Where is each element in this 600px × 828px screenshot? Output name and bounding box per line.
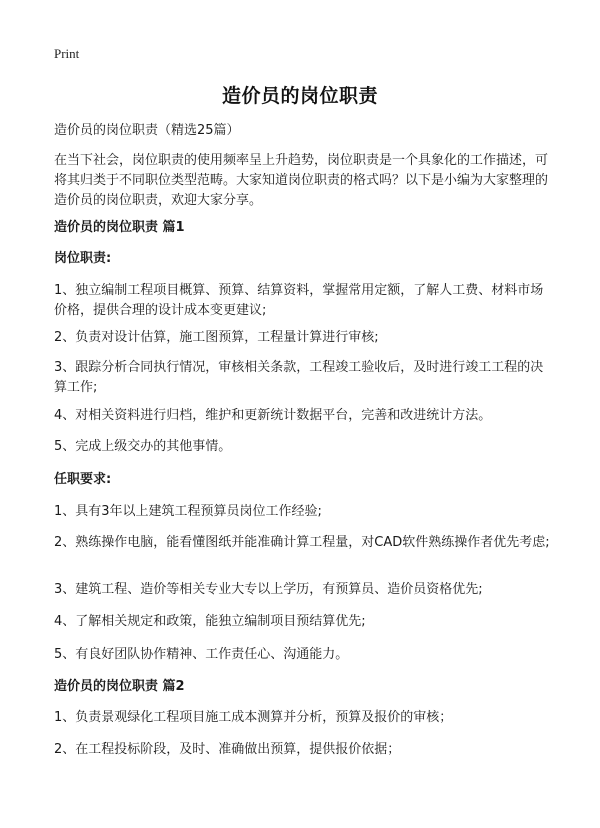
duty-item: 2、负责对设计估算，施工图预算，工程量计算进行审核; <box>54 330 379 345</box>
print-link[interactable]: Print <box>54 46 80 61</box>
section1-heading: 造价员的岗位职责 篇1 <box>54 220 185 235</box>
section2-item: 2、在工程投标阶段，及时、准确做出预算，提供报价依据； <box>54 742 401 757</box>
duty-item: 3、跟踪分析合同执行情况，审核相关条款，工程竣工验收后，及时进行竣工工程的决算工作; <box>54 360 544 395</box>
duty-item: 4、对相关资料进行归档，维护和更新统计数据平台，完善和改进统计方法。 <box>54 408 492 423</box>
requirement-item: 1、具有3年以上建筑工程预算员岗位工作经验; <box>54 504 322 519</box>
duties-heading: 岗位职责: <box>54 251 112 266</box>
duty-item: 5、完成上级交办的其他事情。 <box>54 439 232 454</box>
intro-paragraph: 在当下社会，岗位职责的使用频率呈上升趋势，岗位职责是一个具象化的工作描述，可将其归类于不同职位类型范畴。大家知道岗位职责的格式吗？以下是小编为大家整理的造价员的岗位职责，欢迎大家分享。 <box>54 153 549 208</box>
requirement-item: 4、了解相关规定和政策，能独立编制项目预结算优先; <box>54 614 366 629</box>
subtitle: 造价员的岗位职责（精选25篇） <box>54 123 240 138</box>
duty-item: 1、独立编制工程项目概算、预算、结算资料，掌握常用定额，了解人工费、材料市场价格，提供合理的设计成本变更建议; <box>54 283 544 318</box>
section2-item: 1、负责景观绿化工程项目施工成本测算并分析，预算及报价的审核； <box>54 710 453 725</box>
requirement-item: 3、建筑工程、造价等相关专业大专以上学历，有预算员、造价员资格优先; <box>54 582 483 597</box>
requirements-heading: 任职要求: <box>54 472 112 487</box>
page-title: 造价员的岗位职责 <box>221 85 378 107</box>
requirement-item: 5、有良好团队协作精神、工作责任心、沟通能力。 <box>54 647 349 662</box>
section2-heading: 造价员的岗位职责 篇2 <box>54 679 185 694</box>
requirement-item: 2、熟练操作电脑，能看懂图纸并能准确计算工程量，对CAD软件熟练操作者优先考虑; <box>54 535 550 550</box>
